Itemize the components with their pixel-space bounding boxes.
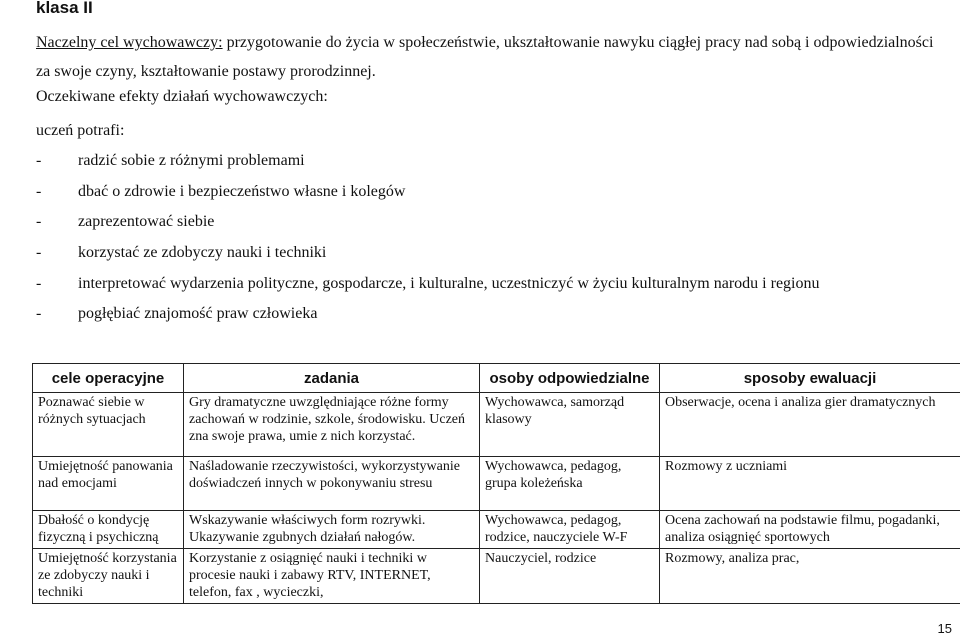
list-item-text: dbać o zdrowie i bezpieczeństwo własne i kolegów bbox=[78, 182, 406, 200]
list-item bbox=[36, 305, 820, 336]
list-item bbox=[36, 183, 820, 214]
page-title: klasa II bbox=[36, 0, 93, 17]
skills-list bbox=[36, 152, 820, 336]
table-cell: Wychowawca, samorząd klasowy bbox=[480, 393, 660, 457]
table-cell: Nauczyciel, rodzice bbox=[480, 549, 660, 604]
plan-table bbox=[32, 363, 960, 604]
list-item bbox=[36, 275, 820, 306]
goal-label: Naczelny cel wychowawczy: bbox=[36, 34, 223, 51]
header-zadania: zadania bbox=[184, 364, 480, 393]
list-item-text: interpretować wydarzenia polityczne, gospodarcze, i kulturalne, uczestniczyć w życiu kulturalnym narodu i regionu bbox=[78, 274, 820, 292]
list-dash: - bbox=[36, 152, 42, 169]
page-number: 15 bbox=[937, 621, 952, 636]
list-dash: - bbox=[36, 182, 42, 200]
list-item-text: zaprezentować siebie bbox=[78, 213, 215, 231]
table-cell: Dbałość o kondycję fizyczną i psychiczną bbox=[33, 511, 184, 549]
list-dash: - bbox=[36, 305, 42, 323]
main-goal bbox=[36, 28, 936, 86]
header-ewaluacja: sposoby ewaluacji bbox=[660, 364, 960, 393]
table-row bbox=[33, 393, 960, 457]
list-item bbox=[36, 244, 820, 275]
table-row bbox=[33, 457, 960, 511]
table-cell: Wskazywanie właściwych form rozrywki. Ukazywanie zgubnych działań nałogów. bbox=[184, 511, 480, 549]
table-cell: Wychowawca, pedagog, rodzice, nauczyciele W-F bbox=[480, 511, 660, 549]
header-cele: cele operacyjne bbox=[33, 364, 184, 393]
table-row bbox=[33, 511, 960, 549]
table-cell: Rozmowy, analiza prac, bbox=[660, 549, 960, 604]
table-cell: Ocena zachowań na podstawie filmu, pogadanki, analiza osiągnięć sportowych bbox=[660, 511, 960, 549]
table-cell: Naśladowanie rzeczywistości, wykorzystywanie doświadczeń innych w pokonywaniu stresu bbox=[184, 457, 480, 511]
table-cell: Wychowawca, pedagog, grupa koleżeńska bbox=[480, 457, 660, 511]
list-dash: - bbox=[36, 274, 42, 292]
list-item bbox=[36, 152, 820, 183]
list-dash: - bbox=[36, 244, 42, 262]
table-header-row bbox=[33, 364, 960, 393]
header-osoby: osoby odpowiedzialne bbox=[480, 364, 660, 393]
list-item-text: korzystać ze zdobyczy nauki i techniki bbox=[78, 244, 327, 262]
table-cell: Korzystanie z osiągnięć nauki i techniki w procesie nauki i zabawy RTV, INTERNET, telefon, fax , wycieczki, bbox=[184, 549, 480, 604]
table-cell: Umiejętność panowania nad emocjami bbox=[33, 457, 184, 511]
list-item-text: pogłębiać znajomość praw człowieka bbox=[78, 305, 318, 323]
table-cell: Gry dramatyczne uwzględniające różne formy zachowań w rodzinie, szkole, środowisku. Uczeń zna swoje prawa, umie z nich korzystać. bbox=[184, 393, 480, 457]
goal-text: przygotowanie do życia w społeczeństwie, ukształtowanie nawyku ciągłej pracy nad sobą i odpowiedzialności za swoje czyny, kształtowanie postawy prorodzinnej. bbox=[36, 34, 934, 80]
table-cell: Poznawać siebie w różnych sytuacjach bbox=[33, 393, 184, 457]
student-can-heading: uczeń potrafi: bbox=[36, 122, 125, 139]
table-row bbox=[33, 549, 960, 604]
table-cell: Obserwacje, ocena i analiza gier dramatycznych bbox=[660, 393, 960, 457]
list-item-text: radzić sobie z różnymi problemami bbox=[78, 152, 305, 169]
table-cell: Rozmowy z uczniami bbox=[660, 457, 960, 511]
list-item bbox=[36, 213, 820, 244]
list-dash: - bbox=[36, 213, 42, 231]
expected-effects-heading: Oczekiwane efekty działań wychowawczych: bbox=[36, 88, 328, 105]
table-cell: Umiejętność korzystania ze zdobyczy nauki i techniki bbox=[33, 549, 184, 604]
